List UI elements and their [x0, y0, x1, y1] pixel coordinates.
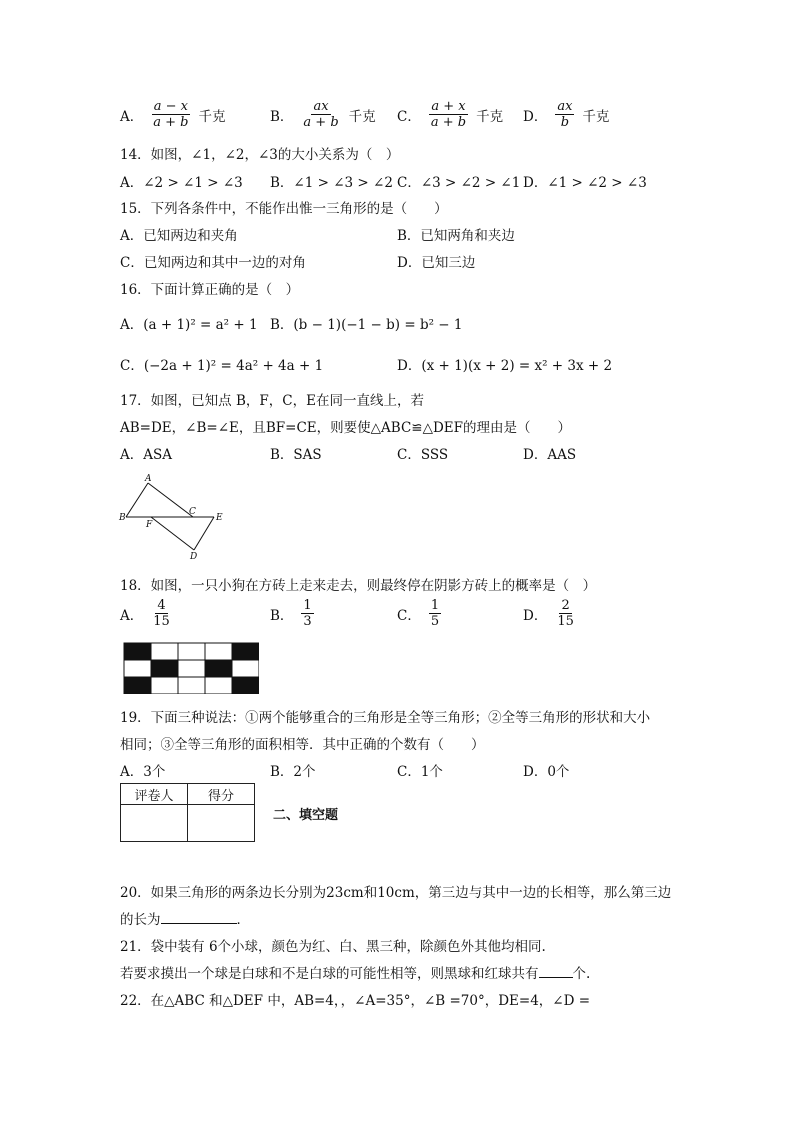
score-cell-grader[interactable] — [121, 805, 188, 842]
q13-b-unit: 千克 — [348, 108, 376, 125]
q20-suffix: ． — [236, 912, 250, 928]
tile-shaded — [124, 677, 151, 694]
label-f: F — [146, 520, 153, 530]
q18-c-letter: C． — [397, 607, 421, 624]
q13-option-a — [120, 99, 225, 130]
tile-shaded — [232, 677, 259, 694]
tile-plain — [178, 677, 205, 694]
q18-d-letter: D． — [523, 607, 548, 624]
q15-option-b: B．已知两角和夹边 — [397, 228, 515, 244]
q15-option-d: D．已知三边 — [397, 255, 476, 271]
q13-d-numerator: ax — [557, 99, 573, 114]
tile-plain — [205, 677, 232, 694]
q20-line2 — [120, 908, 250, 928]
q16-option-d: D．(x + 1)(x + 2) = x² + 3x + 2 — [397, 358, 613, 374]
q18-b-numerator: 1 — [303, 598, 312, 613]
q16-stem: 16．下面计算正确的是（ ） — [120, 282, 300, 298]
q18-a-fraction — [151, 598, 172, 629]
label-e: E — [216, 513, 223, 523]
q13-b-fraction — [301, 99, 340, 130]
q21-prefix: 若要求摸出一个球是白球和不是白球的可能性相等，则黑球和红球共有 — [120, 966, 539, 982]
label-c: C — [189, 507, 196, 517]
q19-stem-line1: 19．下面三种说法：①两个能够重合的三角形是全等三角形；②全等三角形的形状和大小 — [120, 710, 651, 726]
q14-option-d: D．∠1 > ∠2 > ∠3 — [523, 175, 647, 191]
q18-option-b — [270, 598, 314, 629]
q13-b-denominator: a + b — [303, 115, 339, 130]
q13-b-numerator: ax — [313, 99, 329, 114]
tile-shaded — [151, 660, 178, 677]
q21-line1: 21．袋中装有 6个小球，颜色为红、白、黑三种，除颜色外其他均相同. — [120, 939, 546, 955]
q15-option-c: C．已知两边和其中一边的对角 — [120, 255, 306, 271]
q13-c-denominator: a + b — [430, 115, 467, 130]
q19-option-b: B．2个 — [270, 764, 316, 780]
q14-stem: 14．如图，∠1，∠2，∠3的大小关系为（ ） — [120, 147, 400, 163]
q19-stem-line2: 相同；③全等三角形的面积相等．其中正确的个数有（ ） — [120, 737, 485, 753]
q13-a-fraction — [151, 99, 190, 130]
q18-d-numerator: 2 — [561, 598, 570, 613]
q13-d-fraction — [555, 99, 574, 130]
q19-option-d: D．0个 — [523, 764, 570, 780]
q17-figure-lines — [126, 483, 214, 550]
q15-stem: 15．下列各条件中，不能作出惟一三角形的是（ ） — [120, 201, 448, 217]
score-table — [120, 783, 255, 842]
q16-option-b: B．(b − 1)(−1 − b) = b² − 1 — [270, 317, 463, 333]
q18-b-denominator: 3 — [303, 614, 312, 629]
tile-plain — [151, 643, 178, 660]
q14-option-b: B．∠1 > ∠3 > ∠2 — [270, 175, 393, 191]
section-heading-fill-in: 二、填空题 — [273, 808, 339, 823]
q18-option-d — [523, 598, 576, 629]
tile-shaded — [232, 643, 259, 660]
q18-d-fraction — [555, 598, 576, 629]
q21-answer-blank[interactable] — [539, 963, 573, 978]
q13-option-c — [397, 99, 503, 130]
tile-plain — [151, 677, 178, 694]
q13-option-d — [523, 99, 609, 130]
q18-a-numerator: 4 — [157, 598, 166, 613]
q17-option-a: A．ASA — [120, 447, 172, 463]
q13-a-denominator: a + b — [153, 115, 189, 130]
q18-tile-grid — [123, 642, 259, 694]
q18-option-a — [120, 598, 172, 629]
q14-option-c: C．∠3 > ∠2 > ∠1 — [397, 175, 521, 191]
q15-option-a: A．已知两边和夹角 — [120, 228, 238, 244]
q17-option-b: B．SAS — [270, 447, 322, 463]
q22-line1: 22．在△ABC 和△DEF 中，AB=4，，∠A=35°，∠B =70°，DE=4，∠D = — [120, 993, 591, 1009]
score-header-score: 得分 — [188, 784, 255, 805]
q21-suffix: 个. — [572, 966, 591, 982]
segment-ac — [148, 483, 193, 517]
q13-b-letter: B． — [270, 108, 294, 125]
q16-option-a: A．(a + 1)² = a² + 1 — [120, 317, 258, 333]
tile-plain — [178, 643, 205, 660]
q13-c-letter: C． — [397, 108, 421, 125]
segment-de — [194, 517, 214, 550]
q19-option-a: A．3个 — [120, 764, 166, 780]
q17-triangle-figure — [115, 472, 230, 560]
q13-a-unit: 千克 — [198, 108, 226, 125]
label-a: A — [145, 474, 152, 484]
q13-d-unit: 千克 — [582, 108, 610, 125]
q18-c-numerator: 1 — [430, 598, 440, 613]
q17-stem-line2: AB=DE，∠B=∠E，且BF=CE，则要使△ABC≌△DEF的理由是（ ） — [120, 420, 572, 436]
tile-plain — [232, 660, 259, 677]
q18-a-denominator: 15 — [153, 614, 170, 629]
tile-plain — [178, 660, 205, 677]
q19-option-c: C．1个 — [397, 764, 443, 780]
segment-ab — [126, 483, 148, 517]
q13-d-denominator: b — [560, 115, 570, 130]
tile-shaded — [205, 660, 232, 677]
q18-c-denominator: 5 — [430, 614, 440, 629]
q13-a-numerator: a − x — [153, 99, 188, 114]
q13-a-letter: A． — [120, 108, 144, 125]
q18-option-c — [397, 598, 441, 629]
label-d: D — [190, 552, 198, 560]
q20-line1: 20．如果三角形的两条边长分别为23cm和10cm，第三边与其中一边的长相等，那么第三边 — [120, 885, 672, 901]
q20-prefix: 的长为 — [120, 912, 161, 928]
q21-line2 — [120, 962, 590, 982]
q17-option-d: D．AAS — [523, 447, 577, 463]
q13-c-unit: 千克 — [476, 108, 504, 125]
q13-c-fraction — [429, 99, 468, 130]
score-table-wrapper — [120, 783, 255, 842]
q18-b-fraction — [301, 598, 313, 629]
tile-shaded — [124, 643, 151, 660]
label-b: B — [119, 513, 126, 523]
score-cell-score[interactable] — [188, 805, 255, 842]
tile-plain — [205, 643, 232, 660]
q20-answer-blank[interactable] — [161, 909, 237, 924]
q18-c-fraction — [429, 598, 441, 629]
q18-d-denominator: 15 — [557, 614, 574, 629]
q13-d-letter: D． — [523, 108, 548, 125]
q18-a-letter: A． — [120, 607, 144, 624]
tile-plain — [124, 660, 151, 677]
q18-stem: 18．如图，一只小狗在方砖上走来走去，则最终停在阴影方砖上的概率是（ ） — [120, 578, 597, 594]
score-header-grader: 评卷人 — [121, 784, 188, 805]
q18-b-letter: B． — [270, 607, 294, 624]
q13-c-numerator: a + x — [431, 99, 466, 114]
segment-fd — [151, 517, 194, 550]
q16-option-c: C．(−2a + 1)² = 4a² + 4a + 1 — [120, 358, 324, 374]
q13-option-b — [270, 99, 376, 130]
q14-option-a: A．∠2 > ∠1 > ∠3 — [120, 175, 243, 191]
q17-stem-line1: 17．如图，已知点 B，F，C，E在同一直线上，若 — [120, 393, 424, 409]
q17-option-c: C．SSS — [397, 447, 449, 463]
